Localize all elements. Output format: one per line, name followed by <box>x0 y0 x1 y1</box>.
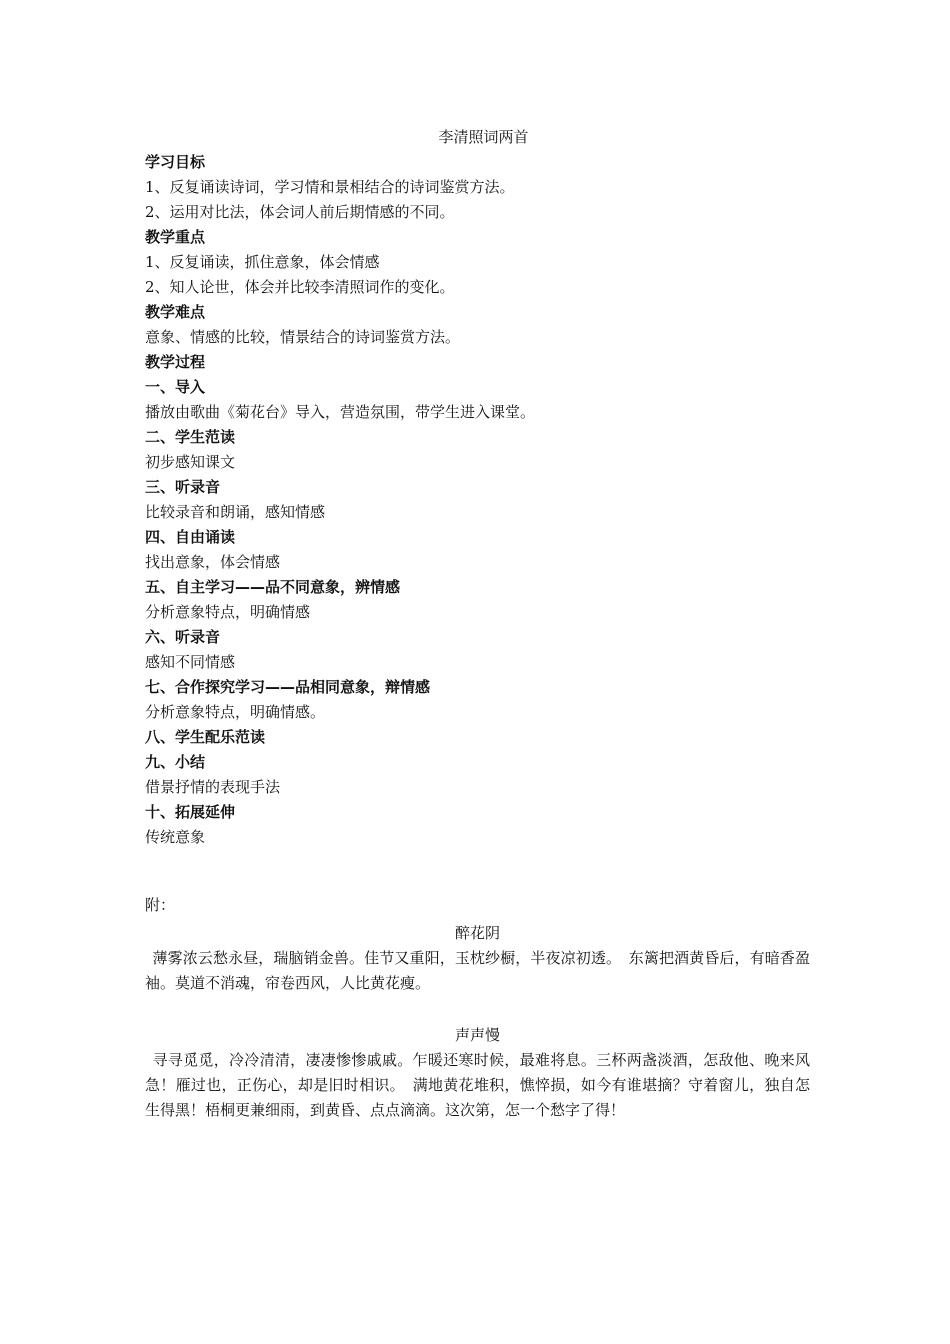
section-text: 意象、情感的比较，情景结合的诗词鉴赏方法。 <box>145 328 461 346</box>
section-heading: 九、小结 <box>145 753 206 771</box>
section-heading: 十、拓展延伸 <box>145 803 236 821</box>
section-text: 初步感知课文 <box>145 453 236 471</box>
section-text: 1、反复诵读诗词，学习情和景相结合的诗词鉴赏方法。 <box>145 178 515 196</box>
poem-body-zuihuayin: 薄雾浓云愁永昼，瑞脑销金兽。佳节又重阳，玉枕纱橱，半夜凉初透。 东篱把酒黄昏后，有暗香盈袖。莫道不消魂，帘卷西风，人比黄花瘦。 <box>145 949 810 992</box>
section-text: 找出意象，体会情感 <box>145 553 281 571</box>
section-heading: 学习目标 <box>145 153 206 171</box>
section-heading: 二、学生范读 <box>145 428 236 446</box>
document-title: 李清照词两首 <box>438 128 529 146</box>
section-heading: 四、自由诵读 <box>145 528 236 546</box>
section-heading: 三、听录音 <box>145 478 221 496</box>
appendix-label: 附： <box>145 896 176 914</box>
section-heading: 教学重点 <box>145 228 206 246</box>
section-text: 2、运用对比法，体会词人前后期情感的不同。 <box>145 203 455 221</box>
section-text: 2、知人论世，体会并比较李清照词作的变化。 <box>145 278 455 296</box>
section-heading: 教学过程 <box>145 353 206 371</box>
section-heading: 一、导入 <box>145 378 206 396</box>
section-heading: 八、学生配乐范读 <box>145 728 266 746</box>
section-text: 感知不同情感 <box>145 653 236 671</box>
section-text: 1、反复诵读，抓住意象，体会情感 <box>145 253 380 271</box>
section-heading: 七、合作探究学习——品相同意象，辩情感 <box>145 678 431 696</box>
section-text: 比较录音和朗诵，感知情感 <box>145 503 326 521</box>
document-page <box>145 124 810 1123</box>
section-text: 播放由歌曲《菊花台》导入，营造氛围，带学生进入课堂。 <box>145 403 536 421</box>
section-text: 分析意象特点，明确情感 <box>145 603 311 621</box>
section-heading: 六、听录音 <box>145 628 221 646</box>
section-heading: 教学难点 <box>145 303 206 321</box>
section-heading: 五、自主学习——品不同意象，辨情感 <box>145 578 401 596</box>
section-text: 借景抒情的表现手法 <box>145 778 281 796</box>
poem-title-shengshengman: 声声慢 <box>454 1026 500 1044</box>
section-text: 分析意象特点，明确情感。 <box>145 703 326 721</box>
poem-body-shengshengman: 寻寻觅觅，冷冷清清，凄凄惨惨戚戚。乍暖还寒时候，最难将息。三杯两盏淡酒，怎敌他、晚来风急！雁过也，正伤心，却是旧时相识。 满地黄花堆积，憔悴损，如今有谁堪摘？守着窗儿，独自怎生得黑！梧桐更兼细雨，到黄昏、点点滴滴。这次第，怎一个愁字了得！ <box>145 1051 810 1119</box>
section-text: 传统意象 <box>145 828 206 846</box>
poem-title-zuihuayin: 醉花阴 <box>454 924 500 942</box>
spacer <box>145 850 810 893</box>
spacer <box>145 996 810 1020</box>
lesson-plan-sections <box>145 150 810 850</box>
